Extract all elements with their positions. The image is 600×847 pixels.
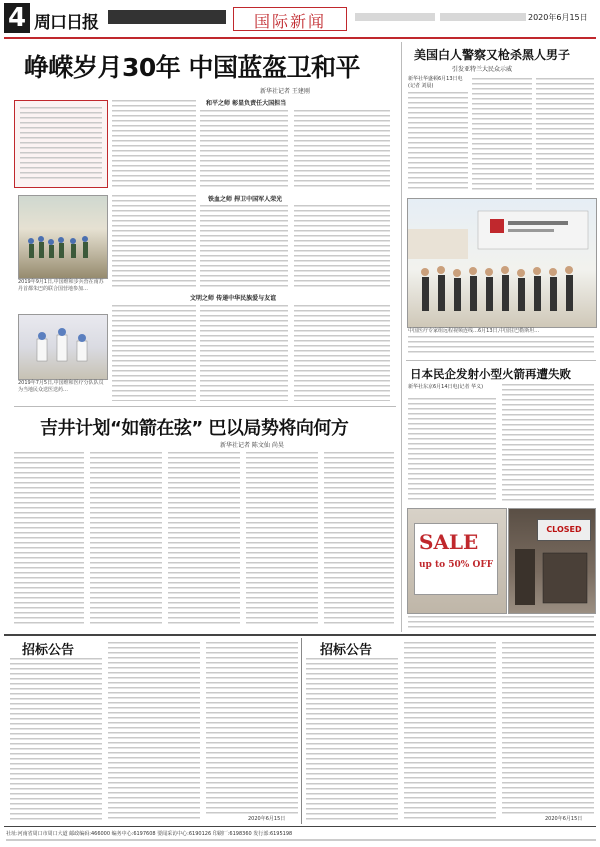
lead-text-col-7	[112, 305, 196, 401]
lead-text-col-1	[112, 100, 196, 190]
photo-caption-1: 2019年9月1日,中国维和步兵营在南苏丹首都朱巴的联合国营地参加…	[18, 279, 104, 292]
tender-date-1: 2020年6月15日	[248, 816, 286, 822]
masthead-rule	[4, 37, 596, 39]
page-number: 4	[4, 3, 30, 33]
shop-photo-caption-lines	[408, 616, 594, 630]
tender-1-col-1	[10, 658, 102, 822]
lead-text-col-2	[200, 110, 288, 190]
lead-subhead-2: 铁血之师 捍卫中国军人荣光	[208, 196, 283, 203]
japan-headline: 日本民企发射小型火箭再遭失败	[410, 367, 571, 381]
second-byline: 新华社记者 陈文仙 尚昊	[220, 442, 284, 449]
tender-2-col-1	[306, 658, 398, 822]
section-title: 国际新闻	[253, 12, 326, 31]
tender-1-col-3	[206, 642, 298, 814]
us-text-col-1	[408, 92, 468, 192]
divider-lead-bottom	[14, 406, 396, 407]
lead-text-col-3	[294, 110, 390, 190]
tender-divider	[301, 638, 302, 824]
medical-team-photo	[18, 314, 108, 380]
footer-rule	[4, 826, 596, 827]
lead-text-col-9	[294, 305, 390, 401]
tender-1-col-2	[108, 642, 200, 822]
footer-address: 社址:河南省周口市周口大道 邮政编码:466000 编务中心:6197608 要闻采访中心:6190126 印刷厂:6198360 发行部:6195198	[6, 831, 293, 837]
second-text-col-1	[14, 452, 84, 624]
divider-tenders-top	[4, 634, 596, 636]
sale-sign-sub: up to 50% OFF	[419, 560, 494, 570]
hospital-photo	[407, 198, 597, 328]
japan-text-col-1	[408, 398, 496, 502]
us-subhead: 引发亚特兰大民众示威	[452, 66, 513, 73]
section-title-box	[233, 7, 347, 31]
peacekeepers-photo	[18, 195, 108, 279]
tender-title-1: 招标公告	[22, 643, 75, 658]
photo-caption-2: 2019年7月5日,中国维和医疗分队队员为当地民众送医送药…	[18, 380, 104, 393]
masthead-date: 2020年6月15日	[528, 13, 588, 22]
us-text-col-3	[536, 78, 594, 192]
shop-sale-photo	[407, 508, 507, 614]
lead-text-col-5	[200, 205, 288, 287]
lead-intro-box	[14, 100, 108, 188]
japan-text-col-2	[502, 384, 594, 502]
second-text-col-3	[168, 452, 240, 624]
hospital-photo-caption: 中国医疗专家组远程视频连线…6月13日,中国驻巴勒斯坦…	[408, 328, 540, 334]
closed-sign-text: CLOSED	[546, 525, 582, 534]
tender-2-col-2	[404, 642, 496, 822]
lead-headline: 峥嵘岁月30年 中国蓝盔卫和平	[24, 53, 360, 82]
divider-right-mid	[406, 360, 596, 361]
paper-name: 周口日报	[34, 13, 98, 33]
tender-date-2: 2020年6月15日	[545, 816, 583, 822]
tender-2-col-3	[502, 642, 594, 814]
tender-title-2: 招标公告	[320, 643, 373, 658]
us-headline: 美国白人警察又枪杀黑人男子	[414, 48, 571, 62]
hospital-caption-lines	[408, 336, 594, 356]
masthead-info-bar	[108, 10, 226, 24]
column-divider	[401, 42, 402, 632]
us-text-col-2	[472, 78, 532, 192]
lead-text-col-8	[200, 305, 288, 401]
lead-byline: 新华社记者 王建刚	[260, 88, 310, 95]
second-text-col-2	[90, 452, 162, 624]
lead-subhead-3: 文明之师 传递中华民族爱与友谊	[190, 295, 277, 302]
masthead-editor-bar	[355, 13, 435, 21]
second-text-col-4	[246, 452, 318, 624]
second-text-col-5	[324, 452, 394, 624]
sale-sign	[414, 523, 498, 595]
japan-dateline: 新华社东京6月14日电(记者 华义)	[408, 384, 484, 390]
sale-sign-text: SALE	[419, 530, 479, 554]
footer-line-2	[6, 839, 596, 841]
us-dateline: 新华社华盛顿6月13日电(记者 刘晨)	[408, 76, 463, 89]
shop-closed-photo	[508, 508, 596, 614]
second-headline: 吉井计划“如箭在弦” 巴以局势将向何方	[40, 418, 349, 439]
masthead-email-bar	[440, 13, 526, 21]
lead-text-col-4	[112, 195, 196, 287]
lead-subhead-1: 和平之师 彰显负责任大国担当	[206, 100, 287, 107]
masthead	[0, 0, 600, 38]
lead-text-col-6	[294, 205, 390, 287]
